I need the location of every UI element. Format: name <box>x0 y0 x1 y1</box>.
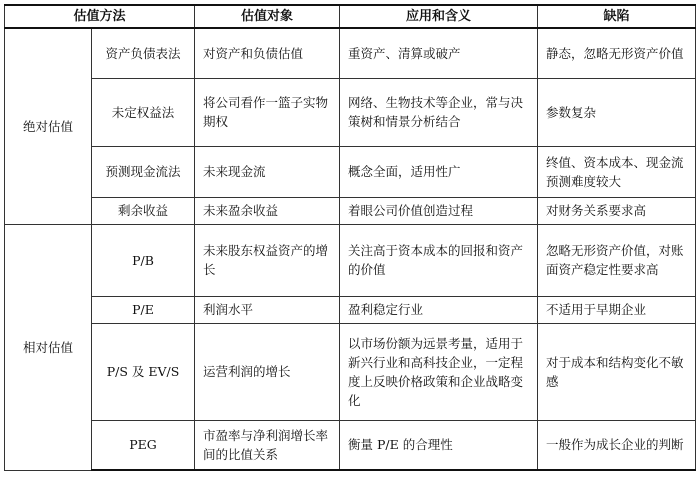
table-header-row <box>5 5 696 28</box>
table-row <box>5 420 696 470</box>
table-row <box>5 197 696 224</box>
table-row <box>5 28 696 78</box>
method-cell: P/E <box>92 296 195 323</box>
meaning-cell: 重资产、清算或破产 <box>340 28 538 78</box>
meaning-cell: 着眼公司价值创造过程 <box>340 197 538 224</box>
method-cell: P/B <box>92 224 195 296</box>
defect-cell: 终值、资本成本、现金流预测难度较大 <box>538 146 696 197</box>
table-row <box>5 323 696 420</box>
defect-cell: 参数复杂 <box>538 78 696 146</box>
header-object: 估值对象 <box>195 5 340 28</box>
defect-cell: 对财务关系要求高 <box>538 197 696 224</box>
defect-cell: 不适用于早期企业 <box>538 296 696 323</box>
table-row <box>5 146 696 197</box>
meaning-cell: 盈利稳定行业 <box>340 296 538 323</box>
group-absolute-valuation: 绝对估值 <box>5 28 92 224</box>
valuation-table-container <box>4 4 696 471</box>
defect-cell: 对于成本和结构变化不敏感 <box>538 323 696 420</box>
meaning-cell: 衡量 P/E 的合理性 <box>340 420 538 470</box>
object-cell: 利润水平 <box>195 296 340 323</box>
object-cell: 对资产和负债估值 <box>195 28 340 78</box>
method-cell: 资产负债表法 <box>92 28 195 78</box>
defect-cell: 一般作为成长企业的判断 <box>538 420 696 470</box>
meaning-cell: 以市场份额为远景考量，适用于新兴行业和高科技企业，一定程度上反映价格政策和企业战略变化 <box>340 323 538 420</box>
valuation-methods-table <box>4 4 696 471</box>
table-row <box>5 78 696 146</box>
meaning-cell: 关注高于资本成本的回报和资产的价值 <box>340 224 538 296</box>
object-cell: 未来股东权益资产的增长 <box>195 224 340 296</box>
defect-cell: 静态，忽略无形资产价值 <box>538 28 696 78</box>
header-defect: 缺陷 <box>538 5 696 28</box>
group-relative-valuation: 相对估值 <box>5 224 92 470</box>
method-cell: 剩余收益 <box>92 197 195 224</box>
meaning-cell: 网络、生物技术等企业，常与决策树和情景分析结合 <box>340 78 538 146</box>
method-cell: 未定权益法 <box>92 78 195 146</box>
header-meaning: 应用和含义 <box>340 5 538 28</box>
object-cell: 运营利润的增长 <box>195 323 340 420</box>
method-cell: 预测现金流法 <box>92 146 195 197</box>
object-cell: 未来现金流 <box>195 146 340 197</box>
method-cell: P/S 及 EV/S <box>92 323 195 420</box>
table-row <box>5 296 696 323</box>
method-cell: PEG <box>92 420 195 470</box>
table-row <box>5 224 696 296</box>
meaning-cell: 概念全面，适用性广 <box>340 146 538 197</box>
header-method: 估值方法 <box>5 5 195 28</box>
object-cell: 未来盈余收益 <box>195 197 340 224</box>
object-cell: 市盈率与净利润增长率间的比值关系 <box>195 420 340 470</box>
defect-cell: 忽略无形资产价值，对账面资产稳定性要求高 <box>538 224 696 296</box>
object-cell: 将公司看作一篮子实物期权 <box>195 78 340 146</box>
